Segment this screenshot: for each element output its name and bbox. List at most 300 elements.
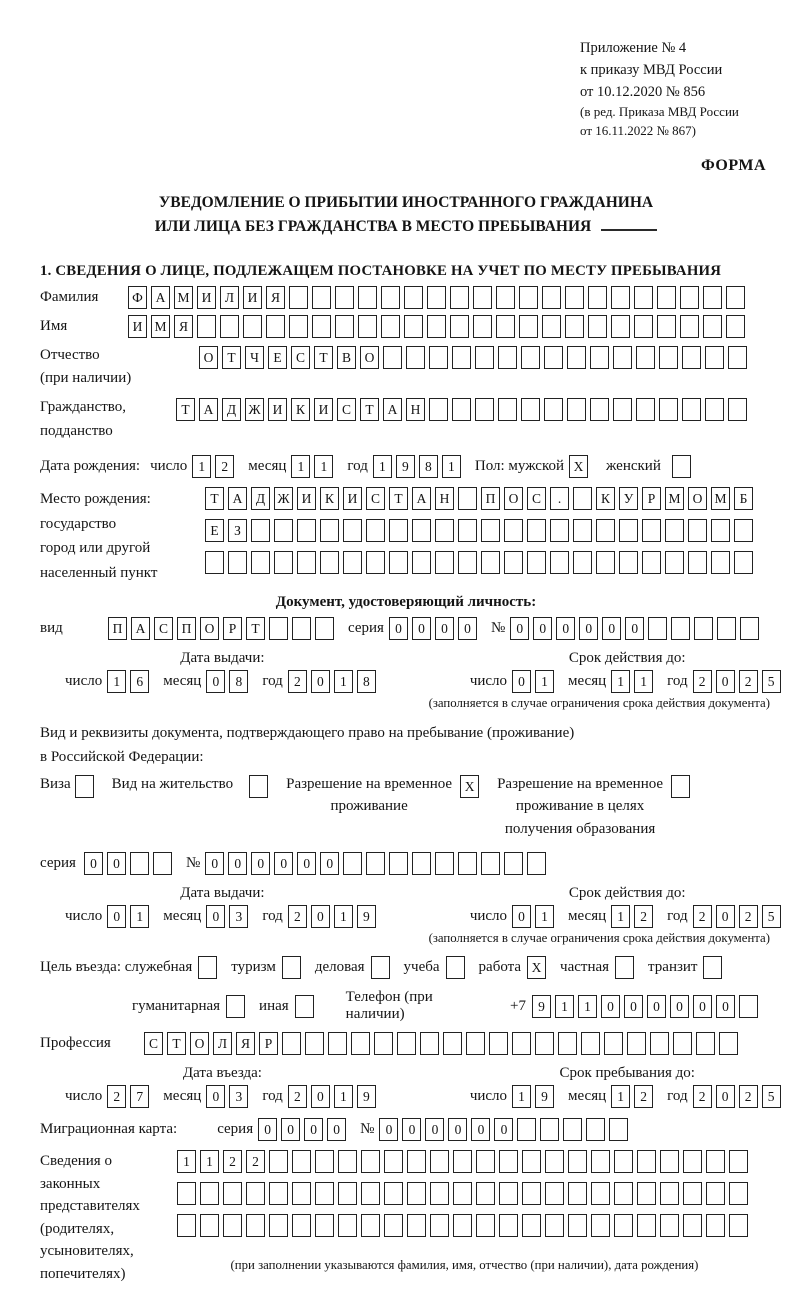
residence-series-box[interactable]: 0: [84, 852, 103, 875]
doc-type-char-box[interactable]: [292, 617, 311, 640]
birth-year-box[interactable]: 1: [373, 455, 392, 478]
patronymic-char-box[interactable]: [567, 346, 586, 369]
migration-number-box[interactable]: [517, 1118, 536, 1141]
representatives-char-box[interactable]: [246, 1182, 265, 1205]
birth-place-char-box[interactable]: [596, 551, 615, 574]
surname-char-box[interactable]: [565, 286, 584, 309]
surname-char-box[interactable]: [496, 286, 515, 309]
residence-number-box[interactable]: [504, 852, 523, 875]
representatives-char-box[interactable]: [637, 1150, 656, 1173]
birth-month-box[interactable]: 1: [291, 455, 310, 478]
given-name-char-box[interactable]: [542, 315, 561, 338]
surname-char-box[interactable]: [680, 286, 699, 309]
purpose-private-box[interactable]: [615, 956, 634, 979]
representatives-char-box[interactable]: [453, 1150, 472, 1173]
birth-place-char-box[interactable]: [412, 519, 431, 542]
surname-char-box[interactable]: [588, 286, 607, 309]
entry-day-box[interactable]: 2: [107, 1085, 126, 1108]
birth-place-char-box[interactable]: Б: [734, 487, 753, 510]
surname-char-box[interactable]: [450, 286, 469, 309]
residence-number-box[interactable]: [343, 852, 362, 875]
given-name-char-box[interactable]: [726, 315, 745, 338]
migration-number-box[interactable]: [540, 1118, 559, 1141]
birth-place-char-box[interactable]: [642, 551, 661, 574]
doc-valid-year-box[interactable]: 2: [739, 670, 758, 693]
birth-place-char-box[interactable]: [665, 551, 684, 574]
edu-permit-box[interactable]: [671, 775, 690, 798]
given-name-char-box[interactable]: [611, 315, 630, 338]
representatives-char-box[interactable]: [545, 1150, 564, 1173]
patronymic-char-box[interactable]: Т: [314, 346, 333, 369]
profession-char-box[interactable]: [719, 1032, 738, 1055]
citizenship-char-box[interactable]: [544, 398, 563, 421]
migration-number-box[interactable]: 0: [494, 1118, 513, 1141]
sex-female-box[interactable]: [672, 455, 691, 478]
surname-char-box[interactable]: [289, 286, 308, 309]
representatives-char-box[interactable]: [361, 1214, 380, 1237]
profession-char-box[interactable]: Р: [259, 1032, 278, 1055]
doc-number-box[interactable]: 0: [625, 617, 644, 640]
representatives-char-box[interactable]: [384, 1214, 403, 1237]
citizenship-char-box[interactable]: Т: [360, 398, 379, 421]
given-name-char-box[interactable]: [243, 315, 262, 338]
patronymic-char-box[interactable]: [590, 346, 609, 369]
profession-char-box[interactable]: [558, 1032, 577, 1055]
citizenship-char-box[interactable]: [682, 398, 701, 421]
citizenship-char-box[interactable]: Д: [222, 398, 241, 421]
profession-char-box[interactable]: Т: [167, 1032, 186, 1055]
representatives-char-box[interactable]: [683, 1214, 702, 1237]
representatives-char-box[interactable]: 1: [177, 1150, 196, 1173]
representatives-char-box[interactable]: [706, 1150, 725, 1173]
residence-number-box[interactable]: [458, 852, 477, 875]
given-name-char-box[interactable]: [450, 315, 469, 338]
doc-issue-day-box[interactable]: 6: [130, 670, 149, 693]
residence-number-box[interactable]: 0: [251, 852, 270, 875]
citizenship-char-box[interactable]: Н: [406, 398, 425, 421]
doc-issue-year-box[interactable]: 1: [334, 670, 353, 693]
stay-year-box[interactable]: 5: [762, 1085, 781, 1108]
birth-place-char-box[interactable]: Ж: [274, 487, 293, 510]
citizenship-char-box[interactable]: [567, 398, 586, 421]
doc-series-box[interactable]: 0: [389, 617, 408, 640]
given-name-char-box[interactable]: Я: [174, 315, 193, 338]
representatives-char-box[interactable]: [729, 1214, 748, 1237]
birth-place-char-box[interactable]: [251, 519, 270, 542]
birth-year-box[interactable]: 9: [396, 455, 415, 478]
profession-char-box[interactable]: [374, 1032, 393, 1055]
migration-series-box[interactable]: 0: [304, 1118, 323, 1141]
migration-number-box[interactable]: 0: [471, 1118, 490, 1141]
patronymic-char-box[interactable]: [613, 346, 632, 369]
residence-number-box[interactable]: [412, 852, 431, 875]
representatives-char-box[interactable]: [384, 1182, 403, 1205]
phone-digit-box[interactable]: 0: [670, 995, 689, 1018]
surname-char-box[interactable]: Л: [220, 286, 239, 309]
birth-place-char-box[interactable]: [504, 551, 523, 574]
representatives-char-box[interactable]: 2: [223, 1150, 242, 1173]
surname-char-box[interactable]: [358, 286, 377, 309]
profession-char-box[interactable]: [489, 1032, 508, 1055]
patronymic-char-box[interactable]: [498, 346, 517, 369]
birth-place-char-box[interactable]: О: [504, 487, 523, 510]
representatives-char-box[interactable]: [683, 1150, 702, 1173]
profession-char-box[interactable]: [604, 1032, 623, 1055]
doc-number-box[interactable]: [740, 617, 759, 640]
doc-type-char-box[interactable]: Р: [223, 617, 242, 640]
representatives-char-box[interactable]: [522, 1150, 541, 1173]
given-name-char-box[interactable]: [266, 315, 285, 338]
doc-type-char-box[interactable]: С: [154, 617, 173, 640]
residence-valid-year-box[interactable]: 2: [739, 905, 758, 928]
citizenship-char-box[interactable]: А: [199, 398, 218, 421]
representatives-char-box[interactable]: [476, 1150, 495, 1173]
entry-year-box[interactable]: 0: [311, 1085, 330, 1108]
birth-place-char-box[interactable]: И: [343, 487, 362, 510]
residence-permit-box[interactable]: [249, 775, 268, 798]
birth-place-char-box[interactable]: Д: [251, 487, 270, 510]
representatives-char-box[interactable]: [453, 1214, 472, 1237]
birth-place-char-box[interactable]: [481, 519, 500, 542]
residence-issue-day-box[interactable]: 0: [107, 905, 126, 928]
doc-issue-year-box[interactable]: 0: [311, 670, 330, 693]
representatives-char-box[interactable]: [453, 1182, 472, 1205]
residence-number-box[interactable]: 0: [320, 852, 339, 875]
residence-valid-year-box[interactable]: 2: [693, 905, 712, 928]
patronymic-char-box[interactable]: [682, 346, 701, 369]
profession-char-box[interactable]: [650, 1032, 669, 1055]
representatives-char-box[interactable]: [706, 1182, 725, 1205]
given-name-char-box[interactable]: [703, 315, 722, 338]
patronymic-char-box[interactable]: С: [291, 346, 310, 369]
representatives-char-box[interactable]: [269, 1150, 288, 1173]
citizenship-char-box[interactable]: [475, 398, 494, 421]
migration-number-box[interactable]: [586, 1118, 605, 1141]
representatives-char-box[interactable]: [246, 1214, 265, 1237]
residence-number-box[interactable]: 0: [205, 852, 224, 875]
representatives-char-box[interactable]: [522, 1182, 541, 1205]
birth-place-char-box[interactable]: [527, 551, 546, 574]
given-name-char-box[interactable]: М: [151, 315, 170, 338]
purpose-study-box[interactable]: [446, 956, 465, 979]
residence-number-box[interactable]: [389, 852, 408, 875]
residence-number-box[interactable]: 0: [228, 852, 247, 875]
doc-number-box[interactable]: [717, 617, 736, 640]
birth-place-char-box[interactable]: [458, 487, 477, 510]
citizenship-char-box[interactable]: [429, 398, 448, 421]
patronymic-char-box[interactable]: [475, 346, 494, 369]
representatives-char-box[interactable]: [430, 1182, 449, 1205]
migration-number-box[interactable]: [563, 1118, 582, 1141]
birth-place-char-box[interactable]: М: [711, 487, 730, 510]
representatives-char-box[interactable]: [568, 1150, 587, 1173]
birth-place-char-box[interactable]: [550, 551, 569, 574]
representatives-char-box[interactable]: [499, 1150, 518, 1173]
phone-digit-box[interactable]: 9: [532, 995, 551, 1018]
representatives-char-box[interactable]: [476, 1182, 495, 1205]
citizenship-char-box[interactable]: [498, 398, 517, 421]
patronymic-char-box[interactable]: Т: [222, 346, 241, 369]
birth-place-char-box[interactable]: [251, 551, 270, 574]
birth-place-char-box[interactable]: [573, 551, 592, 574]
phone-digit-box[interactable]: 1: [578, 995, 597, 1018]
surname-char-box[interactable]: [312, 286, 331, 309]
birth-place-char-box[interactable]: Р: [642, 487, 661, 510]
given-name-char-box[interactable]: [358, 315, 377, 338]
doc-type-char-box[interactable]: П: [177, 617, 196, 640]
doc-number-box[interactable]: 0: [556, 617, 575, 640]
doc-series-box[interactable]: 0: [435, 617, 454, 640]
birth-day-box[interactable]: 1: [192, 455, 211, 478]
surname-char-box[interactable]: Ф: [128, 286, 147, 309]
migration-number-box[interactable]: [609, 1118, 628, 1141]
doc-issue-day-box[interactable]: 1: [107, 670, 126, 693]
residence-series-box[interactable]: [130, 852, 149, 875]
patronymic-char-box[interactable]: [636, 346, 655, 369]
given-name-char-box[interactable]: [519, 315, 538, 338]
birth-place-char-box[interactable]: [527, 519, 546, 542]
migration-series-box[interactable]: 0: [258, 1118, 277, 1141]
birth-place-char-box[interactable]: [619, 551, 638, 574]
birth-place-char-box[interactable]: [596, 519, 615, 542]
representatives-char-box[interactable]: [706, 1214, 725, 1237]
birth-place-char-box[interactable]: [228, 551, 247, 574]
patronymic-char-box[interactable]: Ч: [245, 346, 264, 369]
patronymic-char-box[interactable]: О: [360, 346, 379, 369]
phone-digit-box[interactable]: 1: [555, 995, 574, 1018]
doc-number-box[interactable]: [694, 617, 713, 640]
migration-number-box[interactable]: 0: [379, 1118, 398, 1141]
phone-digit-box[interactable]: 0: [647, 995, 666, 1018]
birth-place-char-box[interactable]: [573, 519, 592, 542]
doc-issue-month-box[interactable]: 0: [206, 670, 225, 693]
phone-digit-box[interactable]: 0: [601, 995, 620, 1018]
residence-issue-month-box[interactable]: 0: [206, 905, 225, 928]
representatives-char-box[interactable]: [660, 1214, 679, 1237]
stay-year-box[interactable]: 2: [693, 1085, 712, 1108]
representatives-char-box[interactable]: [407, 1182, 426, 1205]
representatives-char-box[interactable]: [361, 1182, 380, 1205]
migration-series-box[interactable]: 0: [281, 1118, 300, 1141]
doc-issue-month-box[interactable]: 8: [229, 670, 248, 693]
migration-number-box[interactable]: 0: [402, 1118, 421, 1141]
migration-series-box[interactable]: 0: [327, 1118, 346, 1141]
surname-char-box[interactable]: [381, 286, 400, 309]
doc-valid-month-box[interactable]: 1: [634, 670, 653, 693]
given-name-char-box[interactable]: [289, 315, 308, 338]
birth-place-char-box[interactable]: [205, 551, 224, 574]
birth-place-char-box[interactable]: [389, 519, 408, 542]
birth-place-char-box[interactable]: [366, 519, 385, 542]
surname-char-box[interactable]: [473, 286, 492, 309]
surname-char-box[interactable]: А: [151, 286, 170, 309]
birth-place-char-box[interactable]: [481, 551, 500, 574]
birth-place-char-box[interactable]: [274, 551, 293, 574]
given-name-char-box[interactable]: [427, 315, 446, 338]
doc-number-box[interactable]: 0: [510, 617, 529, 640]
citizenship-char-box[interactable]: [728, 398, 747, 421]
given-name-char-box[interactable]: [335, 315, 354, 338]
given-name-char-box[interactable]: [588, 315, 607, 338]
temp-permit-box[interactable]: X: [460, 775, 479, 798]
representatives-char-box[interactable]: [683, 1182, 702, 1205]
purpose-work-box[interactable]: X: [527, 956, 546, 979]
given-name-char-box[interactable]: [197, 315, 216, 338]
given-name-char-box[interactable]: [634, 315, 653, 338]
birth-place-char-box[interactable]: [573, 487, 592, 510]
citizenship-char-box[interactable]: И: [268, 398, 287, 421]
representatives-char-box[interactable]: [338, 1150, 357, 1173]
patronymic-char-box[interactable]: [429, 346, 448, 369]
representatives-char-box[interactable]: [223, 1214, 242, 1237]
profession-char-box[interactable]: Л: [213, 1032, 232, 1055]
profession-char-box[interactable]: С: [144, 1032, 163, 1055]
representatives-char-box[interactable]: 1: [200, 1150, 219, 1173]
migration-number-box[interactable]: 0: [448, 1118, 467, 1141]
given-name-char-box[interactable]: [657, 315, 676, 338]
profession-char-box[interactable]: [305, 1032, 324, 1055]
given-name-char-box[interactable]: [680, 315, 699, 338]
representatives-char-box[interactable]: [591, 1182, 610, 1205]
citizenship-char-box[interactable]: К: [291, 398, 310, 421]
residence-valid-year-box[interactable]: 5: [762, 905, 781, 928]
representatives-char-box[interactable]: [177, 1182, 196, 1205]
doc-type-char-box[interactable]: О: [200, 617, 219, 640]
phone-digit-box[interactable]: 0: [624, 995, 643, 1018]
representatives-char-box[interactable]: [338, 1214, 357, 1237]
birth-place-char-box[interactable]: [688, 551, 707, 574]
birth-place-char-box[interactable]: [642, 519, 661, 542]
residence-issue-month-box[interactable]: 3: [229, 905, 248, 928]
entry-month-box[interactable]: 3: [229, 1085, 248, 1108]
phone-digit-box[interactable]: 0: [693, 995, 712, 1018]
representatives-char-box[interactable]: [637, 1182, 656, 1205]
birth-place-char-box[interactable]: А: [412, 487, 431, 510]
patronymic-char-box[interactable]: [705, 346, 724, 369]
citizenship-char-box[interactable]: [636, 398, 655, 421]
surname-char-box[interactable]: [335, 286, 354, 309]
profession-char-box[interactable]: [351, 1032, 370, 1055]
residence-valid-month-box[interactable]: 1: [611, 905, 630, 928]
purpose-tourism-box[interactable]: [282, 956, 301, 979]
citizenship-char-box[interactable]: Ж: [245, 398, 264, 421]
birth-month-box[interactable]: 1: [314, 455, 333, 478]
patronymic-char-box[interactable]: [659, 346, 678, 369]
patronymic-char-box[interactable]: [728, 346, 747, 369]
migration-number-box[interactable]: 0: [425, 1118, 444, 1141]
residence-number-box[interactable]: 0: [274, 852, 293, 875]
representatives-char-box[interactable]: [200, 1182, 219, 1205]
given-name-char-box[interactable]: [220, 315, 239, 338]
representatives-char-box[interactable]: [499, 1182, 518, 1205]
birth-place-char-box[interactable]: [320, 551, 339, 574]
doc-valid-day-box[interactable]: 1: [535, 670, 554, 693]
representatives-char-box[interactable]: [430, 1214, 449, 1237]
surname-char-box[interactable]: И: [243, 286, 262, 309]
birth-place-char-box[interactable]: О: [688, 487, 707, 510]
doc-issue-year-box[interactable]: 8: [357, 670, 376, 693]
representatives-char-box[interactable]: [269, 1182, 288, 1205]
citizenship-char-box[interactable]: [590, 398, 609, 421]
birth-place-char-box[interactable]: А: [228, 487, 247, 510]
birth-day-box[interactable]: 2: [215, 455, 234, 478]
patronymic-char-box[interactable]: Е: [268, 346, 287, 369]
representatives-char-box[interactable]: [315, 1182, 334, 1205]
representatives-char-box[interactable]: [568, 1214, 587, 1237]
birth-place-char-box[interactable]: [297, 551, 316, 574]
profession-char-box[interactable]: [420, 1032, 439, 1055]
stay-month-box[interactable]: 2: [634, 1085, 653, 1108]
residence-number-box[interactable]: [527, 852, 546, 875]
surname-char-box[interactable]: [404, 286, 423, 309]
surname-char-box[interactable]: [726, 286, 745, 309]
representatives-char-box[interactable]: [614, 1214, 633, 1237]
residence-issue-year-box[interactable]: 9: [357, 905, 376, 928]
representatives-char-box[interactable]: [292, 1182, 311, 1205]
patronymic-char-box[interactable]: [452, 346, 471, 369]
representatives-char-box[interactable]: [522, 1214, 541, 1237]
birth-place-char-box[interactable]: [343, 519, 362, 542]
doc-series-box[interactable]: 0: [458, 617, 477, 640]
residence-valid-day-box[interactable]: 0: [512, 905, 531, 928]
stay-year-box[interactable]: 2: [739, 1085, 758, 1108]
surname-char-box[interactable]: Я: [266, 286, 285, 309]
representatives-char-box[interactable]: 2: [246, 1150, 265, 1173]
surname-char-box[interactable]: [634, 286, 653, 309]
doc-series-box[interactable]: 0: [412, 617, 431, 640]
birth-year-box[interactable]: 1: [442, 455, 461, 478]
visa-box[interactable]: [75, 775, 94, 798]
profession-char-box[interactable]: [581, 1032, 600, 1055]
stay-day-box[interactable]: 1: [512, 1085, 531, 1108]
patronymic-char-box[interactable]: О: [199, 346, 218, 369]
entry-year-box[interactable]: 1: [334, 1085, 353, 1108]
representatives-char-box[interactable]: [430, 1150, 449, 1173]
given-name-char-box[interactable]: [473, 315, 492, 338]
birth-place-char-box[interactable]: Е: [205, 519, 224, 542]
doc-number-box[interactable]: 0: [533, 617, 552, 640]
representatives-char-box[interactable]: [499, 1214, 518, 1237]
residence-issue-year-box[interactable]: 2: [288, 905, 307, 928]
doc-type-char-box[interactable]: [269, 617, 288, 640]
birth-place-char-box[interactable]: .: [550, 487, 569, 510]
birth-place-char-box[interactable]: [435, 519, 454, 542]
entry-year-box[interactable]: 2: [288, 1085, 307, 1108]
doc-number-box[interactable]: [648, 617, 667, 640]
birth-place-char-box[interactable]: З: [228, 519, 247, 542]
citizenship-char-box[interactable]: [613, 398, 632, 421]
stay-year-box[interactable]: 0: [716, 1085, 735, 1108]
residence-number-box[interactable]: [481, 852, 500, 875]
representatives-char-box[interactable]: [269, 1214, 288, 1237]
birth-place-char-box[interactable]: С: [527, 487, 546, 510]
representatives-char-box[interactable]: [591, 1214, 610, 1237]
birth-place-char-box[interactable]: [366, 551, 385, 574]
birth-place-char-box[interactable]: [688, 519, 707, 542]
representatives-char-box[interactable]: [315, 1214, 334, 1237]
given-name-char-box[interactable]: [496, 315, 515, 338]
profession-char-box[interactable]: [696, 1032, 715, 1055]
residence-valid-day-box[interactable]: 1: [535, 905, 554, 928]
surname-char-box[interactable]: [542, 286, 561, 309]
representatives-char-box[interactable]: [476, 1214, 495, 1237]
representatives-char-box[interactable]: [315, 1150, 334, 1173]
phone-digit-box[interactable]: [739, 995, 758, 1018]
birth-place-char-box[interactable]: [343, 551, 362, 574]
representatives-char-box[interactable]: [614, 1150, 633, 1173]
purpose-transit-box[interactable]: [703, 956, 722, 979]
citizenship-char-box[interactable]: С: [337, 398, 356, 421]
